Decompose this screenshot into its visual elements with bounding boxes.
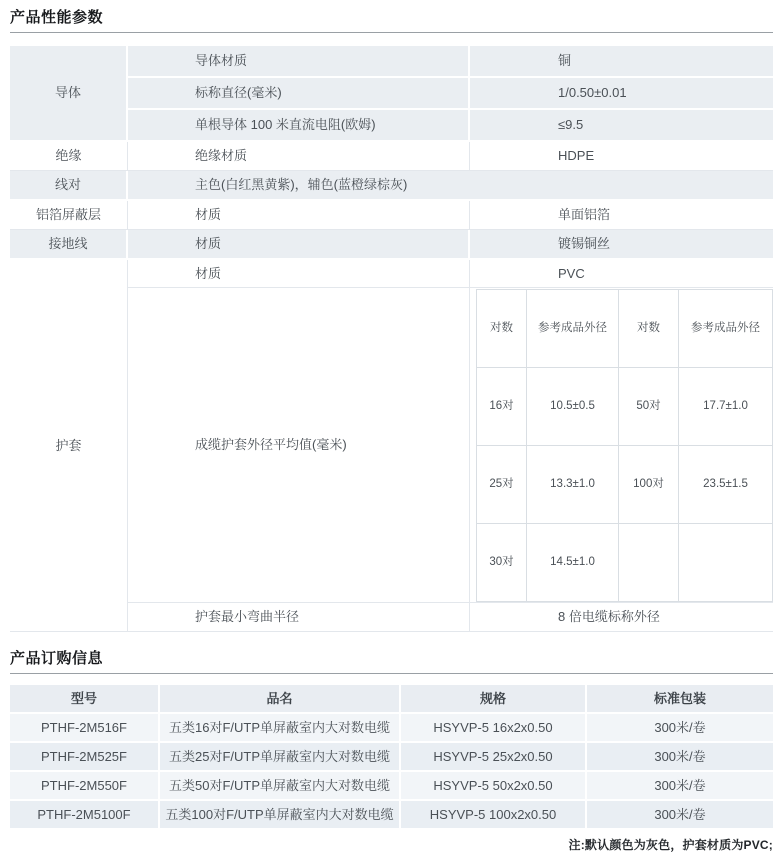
param-cell: 标称直径(毫米) <box>128 78 470 110</box>
mini-cell <box>619 524 679 602</box>
spec-cell: HSYVP-5 16x2x0.50 <box>401 714 587 743</box>
value-cell: HDPE <box>470 142 773 171</box>
ordering-section <box>10 650 773 853</box>
spec-cell: HSYVP-5 50x2x0.50 <box>401 772 587 801</box>
jacket-od-table <box>476 289 773 602</box>
packaging-cell: 300米/卷 <box>587 772 773 801</box>
section-title-performance: 产品性能参数 <box>10 9 104 26</box>
packaging-cell: 300米/卷 <box>587 801 773 830</box>
table-row <box>10 714 773 743</box>
mini-header-od: 参考成品外径 <box>527 290 619 368</box>
value-cell: 铜 <box>470 46 773 78</box>
value-cell: ≤9.5 <box>470 110 773 142</box>
value-cell: 8 倍电缆标称外径 <box>470 603 773 632</box>
model-cell: PTHF-2M516F <box>10 714 160 743</box>
product-name-cell: 五类100对F/UTP单屏蔽室内大对数电缆 <box>160 801 401 830</box>
header-product-name: 品名 <box>160 685 401 714</box>
value-cell: 单面铝箔 <box>470 201 773 230</box>
model-cell: PTHF-2M5100F <box>10 801 160 830</box>
ordering-header-row <box>10 685 773 714</box>
value-cell: 1/0.50±0.01 <box>470 78 773 110</box>
mini-cell: 25对 <box>477 446 527 524</box>
mini-cell: 10.5±0.5 <box>527 368 619 446</box>
table-row <box>10 743 773 772</box>
param-cell: 材质 <box>128 201 470 230</box>
param-cell-colors: 主色(白红黑黄紫)，辅色(蓝橙绿棕灰) <box>128 171 773 201</box>
mini-cell: 50对 <box>619 368 679 446</box>
value-cell: PVC <box>470 260 773 288</box>
group-cell-conductor: 导体 <box>10 46 128 142</box>
group-cell-foil-shield: 铝箔屏蔽层 <box>10 201 128 230</box>
header-packaging: 标准包装 <box>587 685 773 714</box>
mini-cell <box>679 524 773 602</box>
spec-cell: HSYVP-5 25x2x0.50 <box>401 743 587 772</box>
param-cell: 导体材质 <box>128 46 470 78</box>
mini-header-pairs: 对数 <box>477 290 527 368</box>
param-cell: 单根导体 100 米直流电阻(欧姆) <box>128 110 470 142</box>
group-cell-jacket: 护套 <box>10 260 128 632</box>
jacket-od-cell <box>470 288 773 603</box>
title-divider <box>10 673 773 674</box>
product-name-cell: 五类50对F/UTP单屏蔽室内大对数电缆 <box>160 772 401 801</box>
group-cell-insulation: 绝缘 <box>10 142 128 171</box>
param-cell: 材质 <box>128 230 470 260</box>
param-cell: 材质 <box>128 260 470 288</box>
mini-cell: 17.7±1.0 <box>679 368 773 446</box>
ordering-table <box>10 685 773 830</box>
packaging-cell: 300米/卷 <box>587 714 773 743</box>
packaging-cell: 300米/卷 <box>587 743 773 772</box>
title-divider <box>10 32 773 33</box>
mini-cell: 14.5±1.0 <box>527 524 619 602</box>
mini-cell: 100对 <box>619 446 679 524</box>
mini-cell: 23.5±1.5 <box>679 446 773 524</box>
value-cell: 镀锡铜丝 <box>470 230 773 260</box>
model-cell: PTHF-2M550F <box>10 772 160 801</box>
product-name-cell: 五类16对F/UTP单屏蔽室内大对数电缆 <box>160 714 401 743</box>
param-cell: 护套最小弯曲半径 <box>128 603 470 632</box>
mini-header-pairs: 对数 <box>619 290 679 368</box>
group-cell-ground-wire: 接地线 <box>10 230 128 260</box>
table-row <box>10 772 773 801</box>
section-title-ordering: 产品订购信息 <box>10 650 104 667</box>
footnote: 注:默认颜色为灰色，护套材质为PVC; <box>568 838 773 852</box>
header-model: 型号 <box>10 685 160 714</box>
spec-cell: HSYVP-5 100x2x0.50 <box>401 801 587 830</box>
mini-cell: 30对 <box>477 524 527 602</box>
param-cell: 绝缘材质 <box>128 142 470 171</box>
product-name-cell: 五类25对F/UTP单屏蔽室内大对数电缆 <box>160 743 401 772</box>
performance-section <box>10 9 773 632</box>
model-cell: PTHF-2M525F <box>10 743 160 772</box>
group-cell-wire-pair: 线对 <box>10 171 128 201</box>
table-row <box>10 801 773 830</box>
header-spec: 规格 <box>401 685 587 714</box>
performance-table <box>10 46 773 632</box>
mini-cell: 16对 <box>477 368 527 446</box>
mini-cell: 13.3±1.0 <box>527 446 619 524</box>
mini-header-od: 参考成品外径 <box>679 290 773 368</box>
param-cell: 成缆护套外径平均值(毫米) <box>128 288 470 603</box>
